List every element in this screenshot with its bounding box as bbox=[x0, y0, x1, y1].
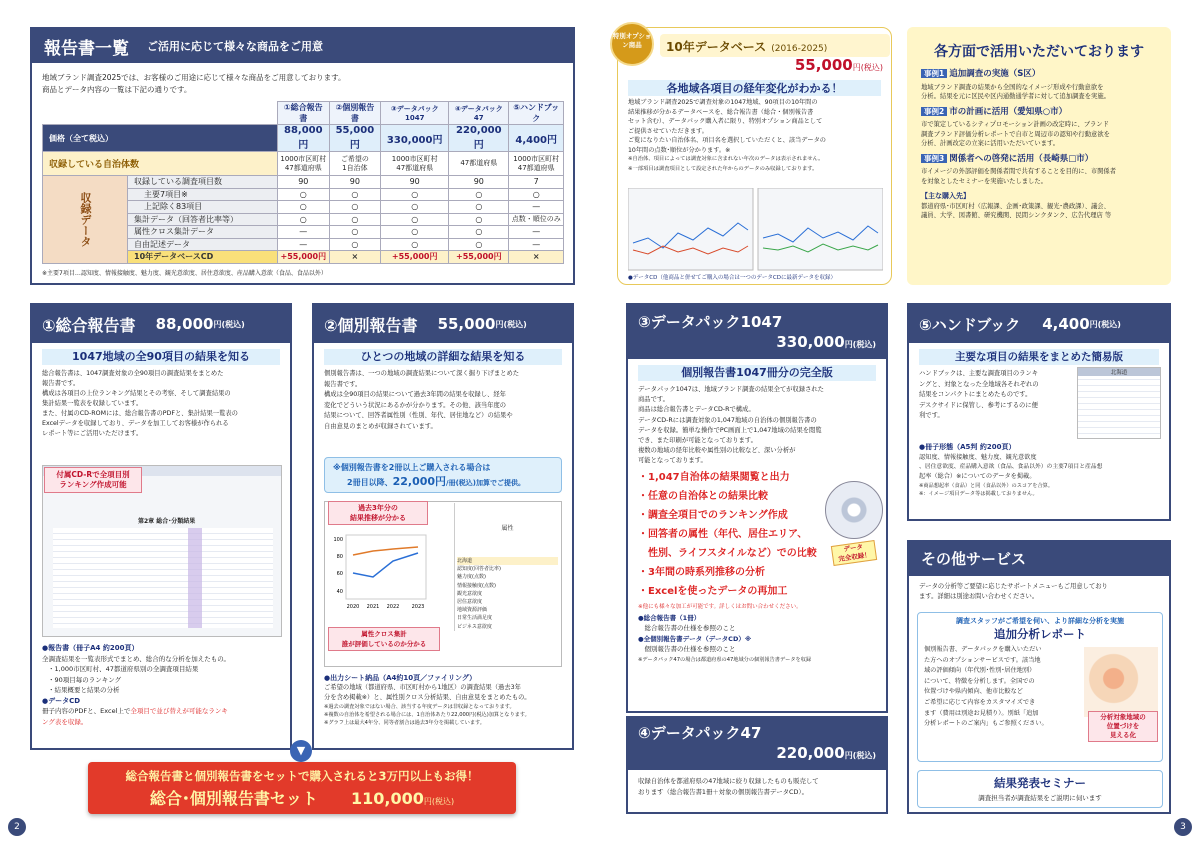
p5-body-line: ハンドブックは、主要な調査項目のランキ bbox=[919, 370, 1039, 377]
analysis-line: 分析レポートのご案内」もご参照ください。 bbox=[924, 720, 1048, 728]
case-1-tag: 事例1 bbox=[921, 69, 947, 78]
p5-body-line: 利です。 bbox=[919, 412, 944, 419]
p3-bullet: ・Excelを使ったデータの再加工 bbox=[638, 586, 788, 597]
analysis-line: ご希望に応じて内容をカスタマイズでき bbox=[924, 698, 1036, 706]
case-2-tag: 事例2 bbox=[921, 107, 947, 116]
p3-cd-badge: データ 完全収録！ bbox=[831, 540, 877, 566]
p2-price-unit: 円(税込) bbox=[495, 319, 527, 329]
price-1: 88,000円 bbox=[278, 125, 330, 152]
set-price-unit: 円(税込) bbox=[423, 797, 455, 806]
p2-body-line: 報告書です。 bbox=[324, 380, 362, 388]
set-name: 総合･個別報告書セット bbox=[149, 789, 318, 808]
muni-1: 1000市区町村 47都道府県 bbox=[278, 152, 330, 176]
p3-item: ●総合報告書（1冊） bbox=[638, 613, 701, 622]
analysis-line: 位置づけや県内傾向、他市比較など bbox=[924, 688, 1023, 696]
p3-bullet: ・回答者の属性（年代、居住エリア、 bbox=[638, 529, 808, 540]
p2-offer-a: 2冊目以降、 bbox=[347, 478, 393, 487]
overview-intro-1: 地域ブランド調査2025では、お客様のご用途に応じて様々な商品をご用意しております。 bbox=[42, 73, 346, 82]
p5-panel bbox=[907, 303, 1171, 521]
chart-x-tick: 2020 bbox=[346, 604, 360, 610]
analysis-map-tag: 分析対象地域の 位置づけを 見える化 bbox=[1088, 711, 1158, 742]
p1-body-line: 構成は各項目の上位ランキング結果とその考察、そして調査結果の bbox=[42, 390, 231, 397]
cell: — bbox=[509, 201, 564, 214]
side-label: 収録データ bbox=[43, 176, 128, 264]
case-line: 市イメージの外部評価を関係者間で共有することを目的に、市関係者 bbox=[921, 168, 1117, 175]
db-body-line: 10年間の点数･順位が分かります。※ bbox=[628, 146, 731, 154]
row-label-5: 自由記述データ bbox=[128, 238, 278, 251]
p1-price-unit: 円(税込) bbox=[213, 319, 245, 329]
chart-x-tick: 2022 bbox=[386, 604, 400, 610]
overview-intro-2: 商品とデータ内容の一覧は下記の通りです。 bbox=[42, 85, 192, 94]
set-line1: 総合報告書と個別報告書をセットで購入されると3万円以上もお得！ bbox=[125, 769, 479, 783]
p1-cd-red: ング表を収録。 bbox=[42, 717, 88, 726]
col-product-2: ②個別報告書 bbox=[329, 102, 381, 125]
uses-title: 各方面で活用いただいております bbox=[934, 44, 1144, 60]
case-2-head: 市の計画に活用（愛知県○市） bbox=[949, 106, 1068, 117]
buyers-head: 【主な購入先】 bbox=[921, 192, 970, 200]
overview-table bbox=[42, 101, 564, 264]
cell: +55,000円 bbox=[278, 251, 330, 264]
col-product-5: ⑤ハンドブック bbox=[509, 102, 564, 125]
cell: +55,000円 bbox=[449, 251, 509, 264]
cell: ○ bbox=[278, 201, 330, 214]
p1-spec-head: ●報告書（冊子A4 約200頁） bbox=[42, 644, 139, 652]
p5-note: ※：イメージ項目データ等は掲載しておりません。 bbox=[919, 491, 1038, 498]
db-note: ※一部項目は調査項目として設定された年からのデータのみ収録しております。 bbox=[628, 165, 818, 172]
cell: — bbox=[509, 226, 564, 239]
p1-body-line: また、付属のCD-ROMには、総合報告書のPDFと、集計結果一覧表の bbox=[42, 410, 238, 417]
overview-subtitle: ご活用に応じて様々な商品をご用意 bbox=[147, 40, 323, 53]
cell: — bbox=[278, 238, 330, 251]
p2-sub: ひとつの地域の詳細な結果を知る bbox=[324, 349, 562, 365]
p5-spec-line: 認知度、情報接触度、魅力度、観光意欲度 bbox=[919, 453, 1037, 461]
db-body-line: 結果推移が分かるデータベースを、総合報告書（総合・個別報告書 bbox=[628, 108, 814, 116]
chevron-down-icon: ▼ bbox=[290, 740, 312, 762]
cell: ○ bbox=[381, 188, 449, 201]
p3-panel bbox=[626, 303, 888, 713]
p2-offer-box bbox=[324, 457, 562, 493]
chart-y-tick: 80 bbox=[336, 554, 343, 560]
p5-spec-line: 、居住意欲度、産品購入意欲（食品、食品以外）の主要7項目と産品想 bbox=[919, 463, 1103, 470]
p2-body-line: 自由意見のまとめが収録されています。 bbox=[324, 422, 437, 430]
overview-title: 報告書一覧 bbox=[44, 38, 129, 59]
p3-title: ③データパック1047 bbox=[638, 313, 783, 331]
cell: × bbox=[329, 251, 381, 264]
p2-cross-tag: 属性クロス集計 誰が評価しているのか分かる bbox=[328, 627, 440, 651]
buyers-line: 都道府県･市区町村（広報課、企画･政策課、観光･農政課）、議会、 bbox=[921, 202, 1110, 210]
p3-body-line: 商品です。 bbox=[638, 396, 669, 404]
cell: 90 bbox=[381, 176, 449, 189]
p1-body-line: 集計結果一覧表を収録しています。 bbox=[42, 400, 143, 407]
p3-price: 330,000 bbox=[776, 333, 845, 351]
p1-callout: 付属CD-Rで全項目別 ランキング作成可能 bbox=[44, 467, 142, 493]
p5-book-head: 北海道 bbox=[1078, 368, 1160, 376]
cd-disc-icon bbox=[825, 481, 883, 539]
p1-spec-line: ・90項目毎のランキング bbox=[48, 675, 122, 684]
p1-cd-line: 冊子内容のPDFと、Excel上で bbox=[42, 707, 131, 715]
case-1-head: 追加調査の実施（S区） bbox=[949, 69, 1041, 79]
chart-y-tick: 100 bbox=[333, 537, 343, 543]
price-label: 価格（全て税込） bbox=[43, 125, 278, 152]
p5-sub: 主要な項目の結果をまとめた簡易版 bbox=[919, 349, 1159, 365]
cell: ○ bbox=[329, 188, 381, 201]
cell: ○ bbox=[381, 213, 449, 226]
cell: 90 bbox=[329, 176, 381, 189]
db-title: 10年データベース bbox=[666, 40, 767, 54]
col-product-1: ①総合報告書 bbox=[278, 102, 330, 125]
cell: ○ bbox=[278, 188, 330, 201]
overview-panel bbox=[30, 27, 575, 285]
p5-handbook-image bbox=[1077, 367, 1161, 439]
row-label-2: 上記除く83項目 bbox=[128, 201, 278, 214]
p5-body-line: デスクサイドに保管し、参考にするのに便 bbox=[919, 401, 1038, 409]
p3-bullet: ・調査全項目でのランキング作成 bbox=[638, 510, 788, 521]
p4-body-line: 収録自治体を都道府県の47地域に絞り収録したものも販売して bbox=[638, 777, 819, 785]
cell: ○ bbox=[449, 213, 509, 226]
seminar-body: 調査担当者が調査結果をご説明に伺います bbox=[978, 794, 1102, 802]
p2-table-row: 居住意欲度 bbox=[457, 599, 483, 606]
db-price-unit: 円(税込) bbox=[852, 63, 883, 72]
p2-title: ②個別報告書 bbox=[324, 315, 418, 335]
p2-trend-chart bbox=[328, 533, 438, 613]
cell: 7 bbox=[509, 176, 564, 189]
db-badge: 特別オプション商品 bbox=[610, 22, 654, 66]
p3-body-line: データパック1047は、地域ブランド調査の結果全てが収録された bbox=[638, 386, 824, 393]
cell: ○ bbox=[449, 238, 509, 251]
p2-note: ※過去の調査対象ではない場合、該当する年度データは非収録となっております。 bbox=[324, 704, 515, 710]
p2-spec-head: ●出力シート納品（A4約10頁／ファイリング） bbox=[324, 674, 477, 682]
cell: ○ bbox=[329, 213, 381, 226]
cell: ○ bbox=[329, 226, 381, 239]
p2-offer-price: 22,000円 bbox=[392, 475, 447, 488]
p3-body-line: でき、また印刷が可能となっております。 bbox=[638, 437, 757, 445]
cell: +55,000円 bbox=[381, 251, 449, 264]
db-years: (2016-2025) bbox=[771, 44, 828, 54]
p2-offer-line-1: ※個別報告書を2冊以上ご購入される場合は bbox=[333, 463, 491, 472]
cell: 90 bbox=[449, 176, 509, 189]
p2-body-line: 個別報告書は、一つの地域の調査結果について深く掘り下げまとめた bbox=[324, 370, 520, 377]
db-body-line: ご提供させていただきます。 bbox=[628, 127, 708, 135]
p3-item: 総合報告書の仕様を参照のこと bbox=[638, 624, 736, 632]
cell: ○ bbox=[278, 213, 330, 226]
p1-spec-line: ・結果概要と結果の分析 bbox=[48, 686, 120, 694]
row-label-6: 10年データベースCD bbox=[128, 251, 278, 264]
p1-title: ①総合報告書 bbox=[42, 315, 136, 335]
cell: — bbox=[509, 238, 564, 251]
p4-price: 220,000 bbox=[776, 744, 845, 762]
page-number-left: 2 bbox=[8, 818, 26, 836]
p5-body-line: ングと、対象となった全地域各それぞれの bbox=[919, 380, 1039, 388]
db-caption: ●データCD（他商品と併せてご購入の場合は一つのデータCDに最新データを収録） bbox=[628, 275, 836, 281]
p2-note: ※グラフ上は最大4年分、同等者割合は過去3年分を掲載しています。 bbox=[324, 720, 485, 726]
p2-table-row: 情報接触度(点数) bbox=[457, 582, 496, 589]
db-price: 55,000 bbox=[794, 56, 853, 74]
p3-bullet: 性別、ライフスタイルなど）での比較 bbox=[638, 548, 817, 559]
set-banner bbox=[88, 762, 516, 814]
p1-cd-head: ●データCD bbox=[42, 696, 81, 705]
row-label-3: 集計データ（回答者比率等） bbox=[128, 213, 278, 226]
p2-offer-c: /冊(税込)加算でご提供。 bbox=[446, 479, 525, 487]
chart-x-tick: 2023 bbox=[411, 604, 425, 610]
analysis-line: 個別報告書、データパックを購入いただい bbox=[924, 646, 1042, 653]
chart-y-tick: 60 bbox=[336, 571, 343, 577]
p2-body-line: 変化でどういう状況にあるかが分かります。その他、該当年度の bbox=[324, 401, 507, 409]
cell: 点数・順位のみ bbox=[509, 213, 564, 226]
p1-spec-line: ・1,000市区町村、47都道府県別の全調査項目結果 bbox=[48, 665, 199, 673]
seminar-box bbox=[917, 770, 1163, 808]
other-panel bbox=[907, 540, 1171, 814]
analysis-line: ます（費用は別途お見積り）。別紙「追加 bbox=[924, 709, 1039, 717]
cell: ○ bbox=[449, 201, 509, 214]
chart-x-tick: 2021 bbox=[366, 604, 380, 610]
p2-panel bbox=[312, 303, 574, 750]
p2-spec-line: ご希望の地域（都道府県、市区町村から1地区）の調査結果（過去3年 bbox=[324, 684, 521, 691]
analysis-box bbox=[917, 612, 1163, 762]
analysis-line: た方へのオプションサービスです。該当地 bbox=[924, 656, 1041, 664]
muni-4: 47都道府県 bbox=[449, 152, 509, 176]
db-body-line: セット含む）、データパック購入者に限り、特別オプション商品として bbox=[628, 118, 823, 125]
price-2: 55,000円 bbox=[329, 125, 381, 152]
db-headline: 各地域各項目の経年変化がわかる！ bbox=[628, 80, 881, 96]
other-title: その他サービス bbox=[909, 542, 1169, 576]
cell: ○ bbox=[381, 238, 449, 251]
analysis-line: 域の評価傾向（年代別･性別･居住地別） bbox=[924, 667, 1036, 675]
cell: × bbox=[509, 251, 564, 264]
cell: — bbox=[278, 226, 330, 239]
p3-bullet-note: ※他にも様々な加工が可能です。詳しくはお問い合わせください。 bbox=[638, 604, 802, 610]
price-4: 220,000円 bbox=[449, 125, 509, 152]
case-line: 調査ブランド評価分析レポートで自市と周辺市の認知や行動意欲を bbox=[921, 130, 1110, 138]
p5-price-unit: 円(税込) bbox=[1089, 319, 1121, 329]
p1-shot-title: 第2章 総合･分類結果 bbox=[138, 518, 196, 525]
cell: 90 bbox=[278, 176, 330, 189]
p3-body-line: データを収録。簡単な操作でPC画面上で1,047地域の結果を閲覧 bbox=[638, 426, 822, 434]
case-line: 分析。結果を元に区民や区内通勤通学者に対して追加調査を実施。 bbox=[921, 93, 1110, 100]
p2-table-row: 魅力度(点数) bbox=[457, 574, 486, 581]
uses-panel bbox=[907, 27, 1171, 285]
p4-price-unit: 円(税込) bbox=[844, 751, 876, 760]
db-body-line: ご覧になりたい自治体名、項目名を選択していただくと、該当データの bbox=[628, 137, 826, 144]
p5-spec-line: 起率（総合）※についてのデータを掲載。 bbox=[919, 473, 1036, 481]
p1-body-line: レポート等にご活用いただけます。 bbox=[42, 430, 143, 437]
p2-table-row: 日常生活満足度 bbox=[457, 615, 493, 622]
p2-table-row: 北海道 bbox=[457, 557, 558, 565]
p2-table-row: ビジネス意欲度 bbox=[457, 623, 492, 630]
p2-table-row: 観光意欲度 bbox=[457, 590, 483, 597]
case-3-head: 関係者への啓発に活用（長崎県□市） bbox=[949, 153, 1094, 164]
cell: ○ bbox=[329, 201, 381, 214]
p5-spec-head: ●冊子形態（A5判 約200頁） bbox=[919, 443, 1016, 451]
p5-price: 4,400 bbox=[1042, 315, 1090, 333]
p3-body-line: 商品は総合報告書とデータCD-Rで構成。 bbox=[638, 406, 755, 414]
p1-spec-line: 全調査結果を一覧表形式でまとめ、総合的な分析を加えたもの。 bbox=[42, 654, 230, 663]
muni-5: 1000市区町村 47都道府県 bbox=[509, 152, 564, 176]
p1-body-line: Excelデータを収録しており、データを加工してお客様が作られる bbox=[42, 420, 229, 427]
col-product-3: ③データパック1047 bbox=[381, 102, 449, 125]
p1-panel bbox=[30, 303, 292, 750]
p2-table-head: 属性 bbox=[501, 525, 514, 532]
p2-body-line: 結果について、回答者属性別（性別、年代、居住地など）の結果や bbox=[324, 412, 513, 419]
cell: ○ bbox=[381, 226, 449, 239]
analysis-map-image bbox=[1084, 647, 1158, 717]
overview-header bbox=[32, 29, 573, 63]
case-3-tag: 事例3 bbox=[921, 154, 947, 163]
analysis-box-title: 追加分析レポート bbox=[994, 627, 1086, 641]
p2-chart-tag: 過去3年分の 結果推移が分かる bbox=[328, 501, 428, 525]
row-label-0: 収録している調査項目数 bbox=[128, 176, 278, 189]
p4-panel bbox=[626, 716, 888, 814]
p3-body-line: 可能となっております。 bbox=[638, 457, 707, 465]
case-line: 地域ブランド調査の結果から全国的なイメージ形成や行動意欲を bbox=[921, 83, 1104, 91]
p1-price: 88,000 bbox=[155, 315, 214, 333]
p3-sub: 個別報告書1047冊分の完全版 bbox=[638, 365, 876, 381]
muni-2: ご希望の 1自治体 bbox=[329, 152, 381, 176]
db-screenshot-image bbox=[628, 188, 883, 272]
cell: ○ bbox=[381, 201, 449, 214]
price-3: 330,000円 bbox=[381, 125, 449, 152]
p5-note: ※商品想起率（食品）と同（食品以外）のスコアを合算。 bbox=[919, 483, 1054, 490]
muni-label: 収録している自治体数 bbox=[43, 152, 278, 176]
p4-title: ④データパック47 bbox=[638, 724, 762, 742]
cell: ○ bbox=[449, 226, 509, 239]
db-body-line: 地域ブランド調査2025で調査対象の1047地域、90項目の10年間の bbox=[628, 99, 818, 106]
cell: ○ bbox=[329, 238, 381, 251]
p1-sub: 1047地域の全90項目の結果を知る bbox=[42, 349, 280, 365]
chart-y-tick: 40 bbox=[336, 589, 343, 595]
row-label-1: 主要7項目※ bbox=[128, 188, 278, 201]
p3-body-line: データCD-Rには調査対象の1,047地域の自治体の個別報告書の bbox=[638, 416, 817, 424]
p3-bullet: ・3年間の時系列推移の分析 bbox=[638, 567, 765, 578]
p2-spec-line: 分を含め掲載※）と、属性別クロス分析結果、自由意見をまとめたもの。 bbox=[324, 694, 531, 701]
analysis-box-head: 調査スタッフがご希望を伺い、より詳細な分析を実施 bbox=[956, 617, 1124, 625]
overview-footnote: ※主要7項目…認知度、情報接触度、魅力度、観光意欲度、居住意欲度、産品購入意欲（食品、食品以外） bbox=[42, 270, 327, 277]
p3-bullet: ・1,047自治体の結果閲覧と出力 bbox=[638, 472, 790, 483]
row-label-4: 属性クロス集計データ bbox=[128, 226, 278, 239]
case-line: 市で策定しているシティプロモーション計画の改定時に、ブランド bbox=[921, 121, 1109, 128]
p3-item-note: ※データパック47の場合は都道府県の47地域分の個別報告書データを収録 bbox=[638, 656, 812, 663]
p3-price-unit: 円(税込) bbox=[844, 340, 876, 349]
seminar-title: 結果発表セミナー bbox=[994, 776, 1086, 790]
p2-price: 55,000 bbox=[437, 315, 496, 333]
p3-bullet: ・任意の自治体との結果比較 bbox=[638, 491, 768, 502]
page-number-right: 3 bbox=[1174, 818, 1192, 836]
set-price: 110,000 bbox=[350, 789, 424, 808]
p3-item: ●全個別報告書データ（データCD）※ bbox=[638, 634, 752, 643]
p1-body-line: 総合報告書は、1047調査対象の全90項目の調査結果をまとめた bbox=[42, 370, 224, 377]
muni-3: 1000市区町村 47都道府県 bbox=[381, 152, 449, 176]
other-body-line: データの分析等ご要望に応じたサポートメニューもご用意しており bbox=[919, 583, 1108, 590]
p4-body-line: おります（総合報告書1冊＋対象の個別報告書データCD）。 bbox=[638, 788, 809, 796]
col-product-4: ④データパック47 bbox=[449, 102, 509, 125]
analysis-line: について、特徴を分析します。全国での bbox=[924, 677, 1035, 685]
p5-title: ⑤ハンドブック bbox=[919, 315, 1021, 334]
p2-table-row: 地域資源評価 bbox=[457, 607, 488, 614]
buyers-line: 議員、大学、図書館、研究機関、民間シンクタンク、広告代理店 等 bbox=[921, 212, 1112, 219]
p3-item: 個別報告書の仕様を参照のこと bbox=[638, 645, 736, 653]
p5-body-line: 結果をコンパクトにまとめたものです。 bbox=[919, 391, 1032, 398]
p1-body-line: 報告書です。 bbox=[42, 380, 80, 387]
p2-body-line: 構成は全90項目の結果について過去3年間の結果を収録し、経年 bbox=[324, 391, 506, 398]
cell: ○ bbox=[509, 188, 564, 201]
case-line: を対象としたセミナーを実施いたしました。 bbox=[921, 177, 1047, 185]
db-panel bbox=[612, 27, 892, 285]
p2-note: ※複数の自治体を希望される場合には、1自治体あたり22,000円(税込)加算となります。 bbox=[324, 712, 530, 718]
db-note: ※自治体、項目によっては調査対象に含まれない年次のデータは表示されません。 bbox=[628, 156, 824, 162]
cell: ○ bbox=[449, 188, 509, 201]
p3-body-line: 複数の地域の経年比較や属性別の比較など、深い分析が bbox=[638, 447, 796, 455]
p1-cd-red: 全項目で並び替えが可能なランキ bbox=[130, 707, 228, 715]
other-body-line: ます。詳細は別途お問い合わせください。 bbox=[919, 593, 1039, 600]
p2-table-row: 認知度(回答者比率) bbox=[457, 566, 501, 573]
price-5: 4,400円 bbox=[509, 125, 564, 152]
case-line: 分析、計画改定の立案に活用いただいています。 bbox=[921, 140, 1060, 147]
